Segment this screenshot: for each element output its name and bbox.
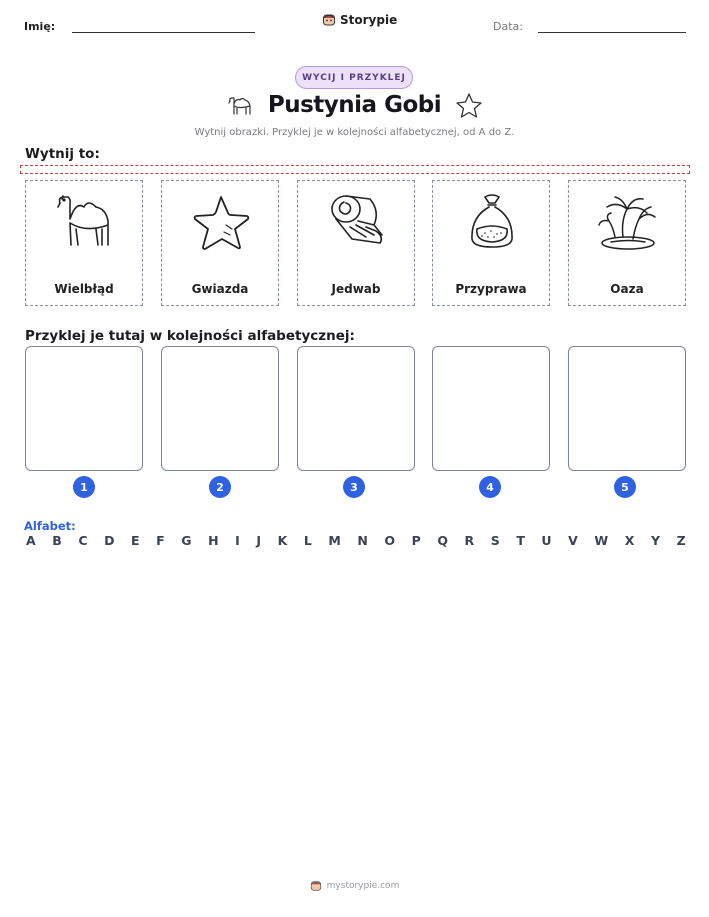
card-label: Przyprawa — [455, 282, 527, 296]
alphabet-letter: V — [568, 533, 578, 548]
alphabet-letter: N — [357, 533, 368, 548]
alphabet-letter: F — [156, 533, 165, 548]
alphabet-letter: O — [384, 533, 396, 548]
card-label: Jedwab — [331, 282, 381, 296]
slot-number: 4 — [479, 476, 501, 498]
alphabet-letter: K — [277, 533, 288, 548]
alphabet-letter: U — [541, 533, 552, 548]
alphabet-letter: Z — [676, 533, 686, 548]
cut-card-camel[interactable] — [25, 180, 143, 306]
alphabet-letter: C — [78, 533, 88, 548]
activity-badge: WYCIJ I PRZYKLEJ — [295, 66, 413, 89]
paste-heading: Przyklej je tutaj w kolejności alfabetycznej: — [25, 328, 355, 344]
alphabet-letter: G — [181, 533, 192, 548]
alphabet-letter: P — [411, 533, 421, 548]
paste-slot-5[interactable] — [568, 346, 686, 471]
silk-roll-icon — [322, 187, 392, 257]
paste-slot-2[interactable] — [161, 346, 279, 471]
slot-number: 1 — [73, 476, 95, 498]
alphabet-letter: T — [516, 533, 525, 548]
slot-number: 2 — [209, 476, 231, 498]
alphabet-letter: W — [594, 533, 609, 548]
brand-name: Storypie — [340, 13, 398, 27]
name-line[interactable] — [72, 32, 255, 33]
alphabet-letter: M — [328, 533, 341, 548]
oasis-icon — [593, 187, 663, 257]
cut-card-silk[interactable] — [297, 180, 415, 306]
card-label: Gwiazda — [191, 282, 249, 296]
alphabet-heading: Alfabet: — [24, 519, 76, 533]
slot-number: 3 — [343, 476, 365, 498]
alphabet-letter: S — [490, 533, 500, 548]
alphabet-letter: B — [52, 533, 62, 548]
cut-heading: Wytnij to: — [25, 146, 100, 162]
alphabet-letter: J — [256, 533, 261, 548]
alphabet-row — [26, 533, 686, 548]
page-title: Pustynia Gobi — [267, 92, 442, 118]
cut-card-star[interactable] — [161, 180, 279, 306]
footer — [0, 880, 709, 892]
cut-card-spice[interactable] — [432, 180, 550, 306]
slot-number: 5 — [614, 476, 636, 498]
alphabet-letter: H — [208, 533, 219, 548]
card-label: Wielbłąd — [54, 282, 114, 296]
date-label: Data: — [493, 20, 523, 33]
pie-mascot-icon — [322, 13, 336, 27]
camel-icon — [50, 187, 120, 257]
star-icon — [454, 92, 484, 120]
pie-mascot-icon — [310, 880, 322, 892]
card-label: Oaza — [610, 282, 644, 296]
paste-slot-1[interactable] — [25, 346, 143, 471]
instructions: Wytnij obrazki. Przyklej je w kolejności alfabetycznej, od A do Z. — [194, 127, 515, 138]
cut-line — [20, 165, 690, 174]
cut-card-oasis[interactable] — [568, 180, 686, 306]
alphabet-letter: L — [303, 533, 312, 548]
paste-slot-4[interactable] — [432, 346, 550, 471]
alphabet-letter: X — [624, 533, 635, 548]
paste-slot-3[interactable] — [297, 346, 415, 471]
name-label: Imię: — [24, 20, 56, 33]
date-line[interactable] — [538, 32, 686, 33]
alphabet-letter: I — [235, 533, 240, 548]
alphabet-letter: Q — [437, 533, 448, 548]
alphabet-letter: Y — [650, 533, 660, 548]
alphabet-letter: A — [26, 533, 36, 548]
alphabet-letter: D — [104, 533, 115, 548]
star-icon — [186, 187, 256, 257]
brand-logo — [322, 13, 397, 27]
footer-url[interactable]: mystorypie.com — [326, 881, 400, 891]
alphabet-letter: R — [464, 533, 475, 548]
alphabet-letter: E — [131, 533, 140, 548]
spice-bag-icon — [457, 187, 527, 257]
